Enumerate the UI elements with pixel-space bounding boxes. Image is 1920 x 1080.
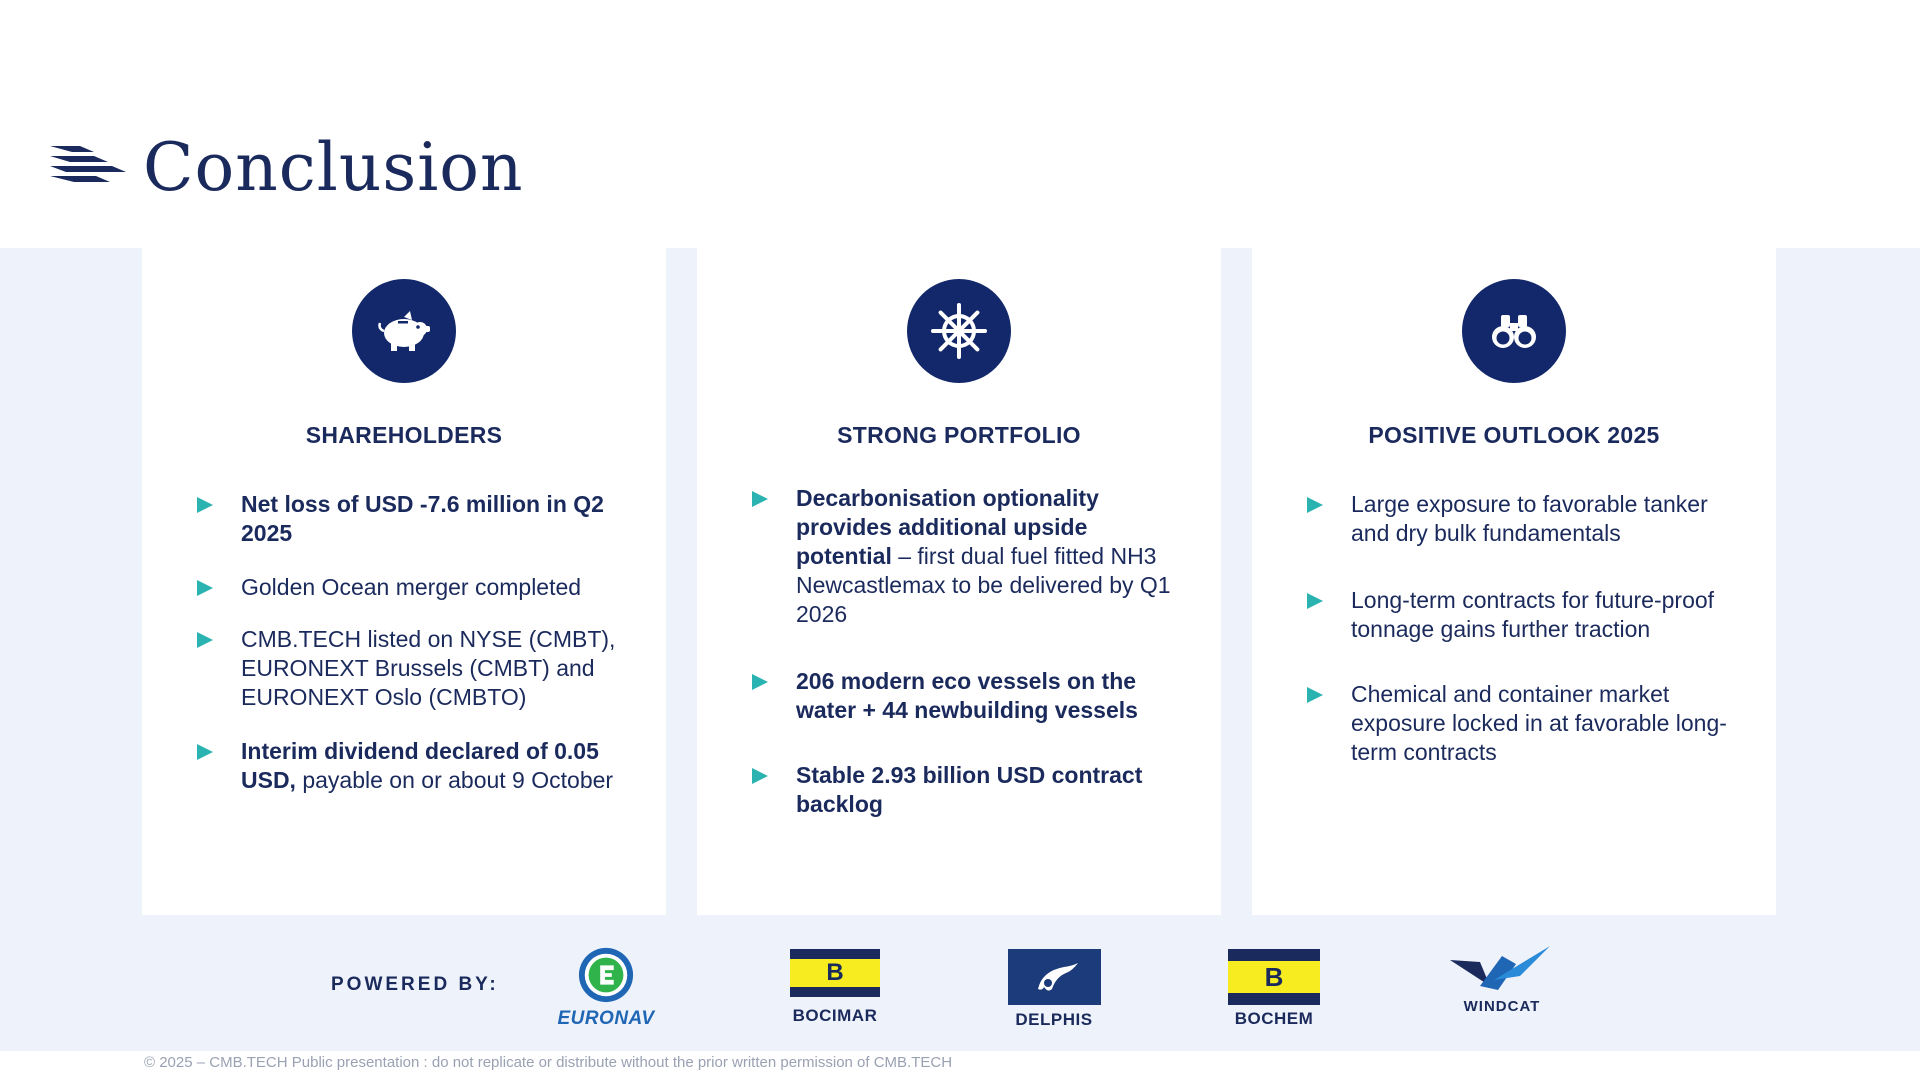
page-title: Conclusion bbox=[143, 129, 524, 206]
header bbox=[0, 0, 1920, 248]
bullet-list bbox=[197, 490, 626, 795]
card-shareholders bbox=[142, 248, 666, 915]
bochem-flag-icon: B bbox=[1228, 949, 1320, 1005]
bullet-list bbox=[1307, 490, 1736, 767]
binoculars-icon bbox=[1462, 279, 1566, 383]
brand-label: WINDCAT bbox=[1463, 998, 1541, 1015]
powered-by-label: POWERED BY: bbox=[331, 974, 499, 995]
arrow-icon bbox=[197, 632, 213, 648]
card-title: STRONG PORTFOLIO bbox=[837, 422, 1081, 448]
bocimar-flag-icon: B bbox=[790, 949, 880, 997]
list-item: 206 modern eco vessels on the water + 44 newbuilding vessels bbox=[752, 667, 1181, 725]
bochem-logo bbox=[1227, 949, 1321, 1031]
list-item: Large exposure to favorable tanker and dry bulk fundamentals bbox=[1307, 490, 1736, 548]
list-item: CMB.TECH listed on NYSE (CMBT), EURONEXT Brussels (CMBT) and EURONEXT Oslo (CMBTO) bbox=[197, 625, 626, 712]
piggy-bank-icon bbox=[352, 279, 456, 383]
brand-label: EURONAV bbox=[557, 1008, 655, 1029]
arrow-icon bbox=[1307, 593, 1323, 609]
euronav-e-icon bbox=[577, 946, 635, 1004]
list-item: Decarbonisation optionality provides additional upside potential – first dual fuel fitted NH3 Newcastlemax to be delivered by Q1 2026 bbox=[752, 484, 1181, 629]
arrow-icon bbox=[752, 491, 768, 507]
windcat-wing-icon bbox=[1446, 946, 1558, 998]
delphis-logo bbox=[1006, 949, 1102, 1031]
footer-copyright: © 2025 – CMB.TECH Public presentation : do not replicate or distribute without the prior written permission of CMB.TECH bbox=[144, 1054, 953, 1071]
card-strong-portfolio bbox=[697, 248, 1221, 915]
arrow-icon bbox=[197, 744, 213, 760]
card-title: POSITIVE OUTLOOK 2025 bbox=[1368, 422, 1660, 448]
card-positive-outlook bbox=[1252, 248, 1776, 915]
list-item: Net loss of USD -7.6 million in Q2 2025 bbox=[197, 490, 626, 548]
list-item: Interim dividend declared of 0.05 USD, payable on or about 9 October bbox=[197, 737, 626, 795]
bullet-list bbox=[752, 484, 1181, 819]
brand-label: DELPHIS bbox=[1015, 1010, 1093, 1029]
delphis-dolphin-icon bbox=[1008, 949, 1101, 1005]
euronav-logo bbox=[546, 946, 666, 1028]
brand-label: BOCIMAR bbox=[792, 1006, 878, 1025]
arrow-icon bbox=[752, 768, 768, 784]
list-item: Long-term contracts for future-proof tonnage gains further traction bbox=[1307, 586, 1736, 644]
brand-label: BOCHEM bbox=[1234, 1009, 1314, 1028]
arrow-icon bbox=[197, 580, 213, 596]
arrow-icon bbox=[197, 497, 213, 513]
list-item: Golden Ocean merger completed bbox=[197, 573, 626, 602]
list-item: Stable 2.93 billion USD contract backlog bbox=[752, 761, 1181, 819]
arrow-icon bbox=[752, 674, 768, 690]
cmb-tech-logo-icon bbox=[50, 144, 126, 186]
arrow-icon bbox=[1307, 497, 1323, 513]
list-item: Chemical and container market exposure locked in at favorable long-term contracts bbox=[1307, 680, 1736, 767]
windcat-logo bbox=[1446, 946, 1558, 1016]
card-title: SHAREHOLDERS bbox=[305, 422, 503, 448]
arrow-icon bbox=[1307, 687, 1323, 703]
bocimar-logo bbox=[789, 949, 881, 1029]
ship-wheel-icon bbox=[907, 279, 1011, 383]
